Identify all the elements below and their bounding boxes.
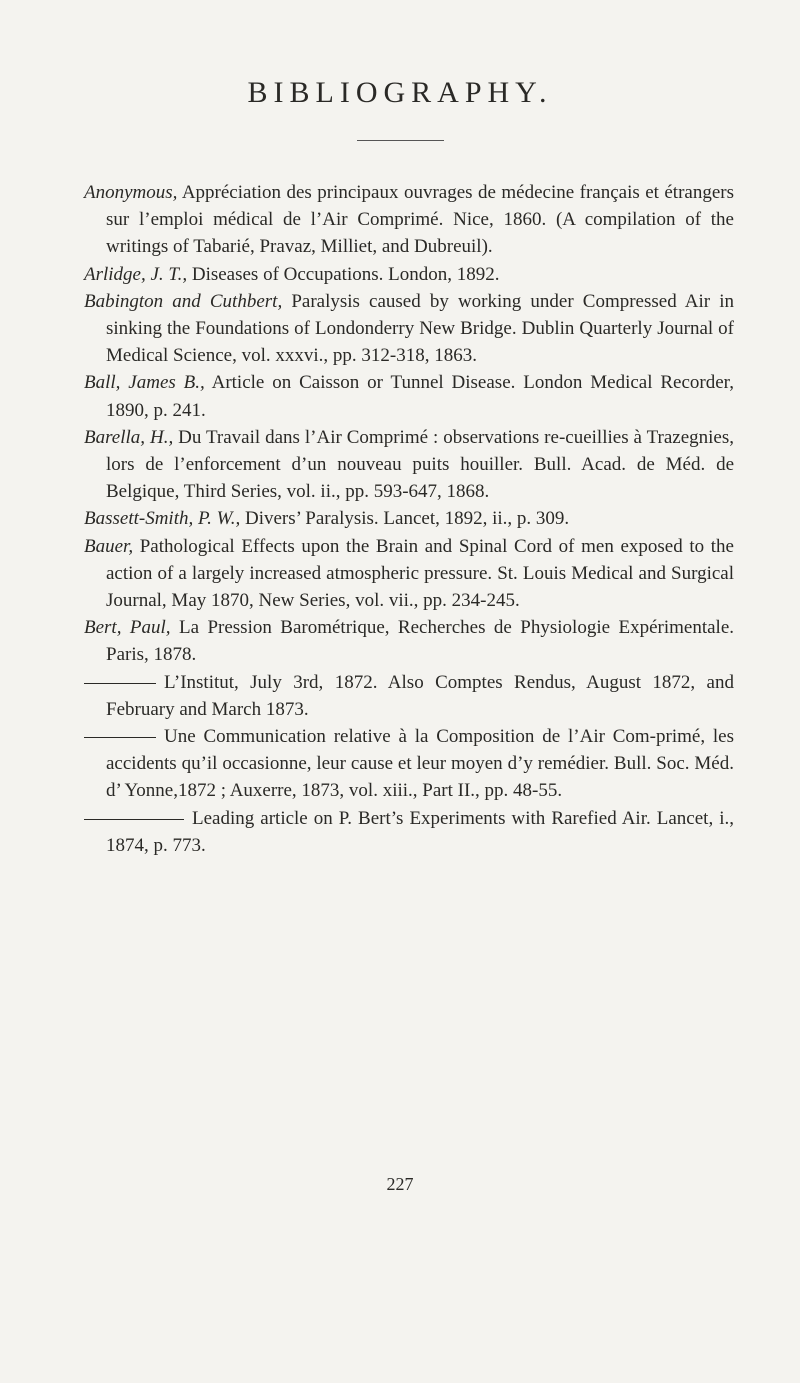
ditto-dash bbox=[84, 683, 156, 684]
bib-entry-continued bbox=[84, 669, 734, 723]
entry-text: Du Travail dans l’Air Comprimé : observations re-cueillies à Trazegnies, lors de l’enforcement d’un nouveau puits houiller. Bull. Acad. de Méd. de Belgique, Third Series, vol. ii., pp. 593-647, 1868. bbox=[106, 426, 734, 503]
entry-text: Paralysis caused by working under Compressed Air in sinking the Foundations of Londonderry New Bridge. Dublin Quarterly Journal of Medical Science, vol. xxxvi., pp. 312-318, 1863. bbox=[106, 290, 734, 367]
entry-author: Arlidge, J. T., bbox=[84, 263, 188, 285]
entry-text: Divers’ Paralysis. Lancet, 1892, ii., p. 309. bbox=[240, 508, 570, 530]
entry-author: Bert, Paul, bbox=[84, 617, 171, 639]
page-title: BIBLIOGRAPHY. bbox=[247, 76, 553, 109]
bib-entry bbox=[84, 261, 734, 288]
entry-author: Barella, H., bbox=[84, 426, 174, 448]
title-divider bbox=[357, 140, 444, 141]
entry-text: Article on Caisson or Tunnel Disease. London Medical Recorder, 1890, p. 241. bbox=[106, 372, 734, 421]
ditto-dash bbox=[84, 737, 156, 738]
entry-text: Diseases of Occupations. London, 1892. bbox=[187, 263, 500, 285]
bib-entry bbox=[84, 369, 734, 423]
bib-entry bbox=[84, 288, 734, 370]
bib-entry bbox=[84, 533, 734, 615]
bib-entry-continued bbox=[84, 723, 734, 805]
bib-entry bbox=[84, 179, 734, 261]
entry-author: Anonymous, bbox=[84, 182, 178, 203]
entry-text: Pathological Effects upon the Brain and Spinal Cord of men exposed to the action of a largely increased atmospheric pressure. St. Louis Medical and Surgical Journal, May 1870, New Series, vol. vii., pp. 234-245. bbox=[106, 535, 734, 612]
page-number: 227 bbox=[386, 1174, 414, 1194]
bib-entry bbox=[84, 505, 734, 532]
ditto-dash bbox=[84, 819, 184, 820]
entry-text: Appréciation des principaux ouvrages de médecine français et étrangers sur l’emploi médical de l’Air Comprimé. Nice, 1860. (A compilation of the writings of Tabarié, Pravaz, Milliet, and Dubreuil). bbox=[106, 182, 734, 258]
entry-author: Babington and Cuthbert, bbox=[84, 290, 283, 312]
entry-text: La Pression Barométrique, Recherches de Physiologie Expérimentale. Paris, 1878. bbox=[106, 617, 734, 666]
entry-text: Leading article on P. Bert’s Experiments with Rarefied Air. Lancet, i., 1874, p. 773. bbox=[106, 807, 734, 856]
entry-text: Une Communication relative à la Composition de l’Air Com-primé, les accidents qu’il occasionne, leur cause et leur moyen d’y remédier. Bull. Soc. Méd. d’ Yonne,1872 ; Auxerre, 1873, vol. xiii., Part II., pp. 48-55. bbox=[106, 726, 734, 802]
bib-entry bbox=[84, 614, 734, 668]
entry-author: Bassett-Smith, P. W., bbox=[84, 508, 241, 530]
entry-author: Bauer, bbox=[84, 535, 134, 557]
bib-entry-continued bbox=[84, 805, 734, 859]
bib-entry bbox=[84, 424, 734, 506]
entry-author: Ball, James B., bbox=[84, 372, 205, 394]
entry-text: L’Institut, July 3rd, 1872. Also Comptes Rendus, August 1872, and February and March 1873. bbox=[106, 671, 734, 720]
bibliography-list bbox=[84, 179, 734, 859]
